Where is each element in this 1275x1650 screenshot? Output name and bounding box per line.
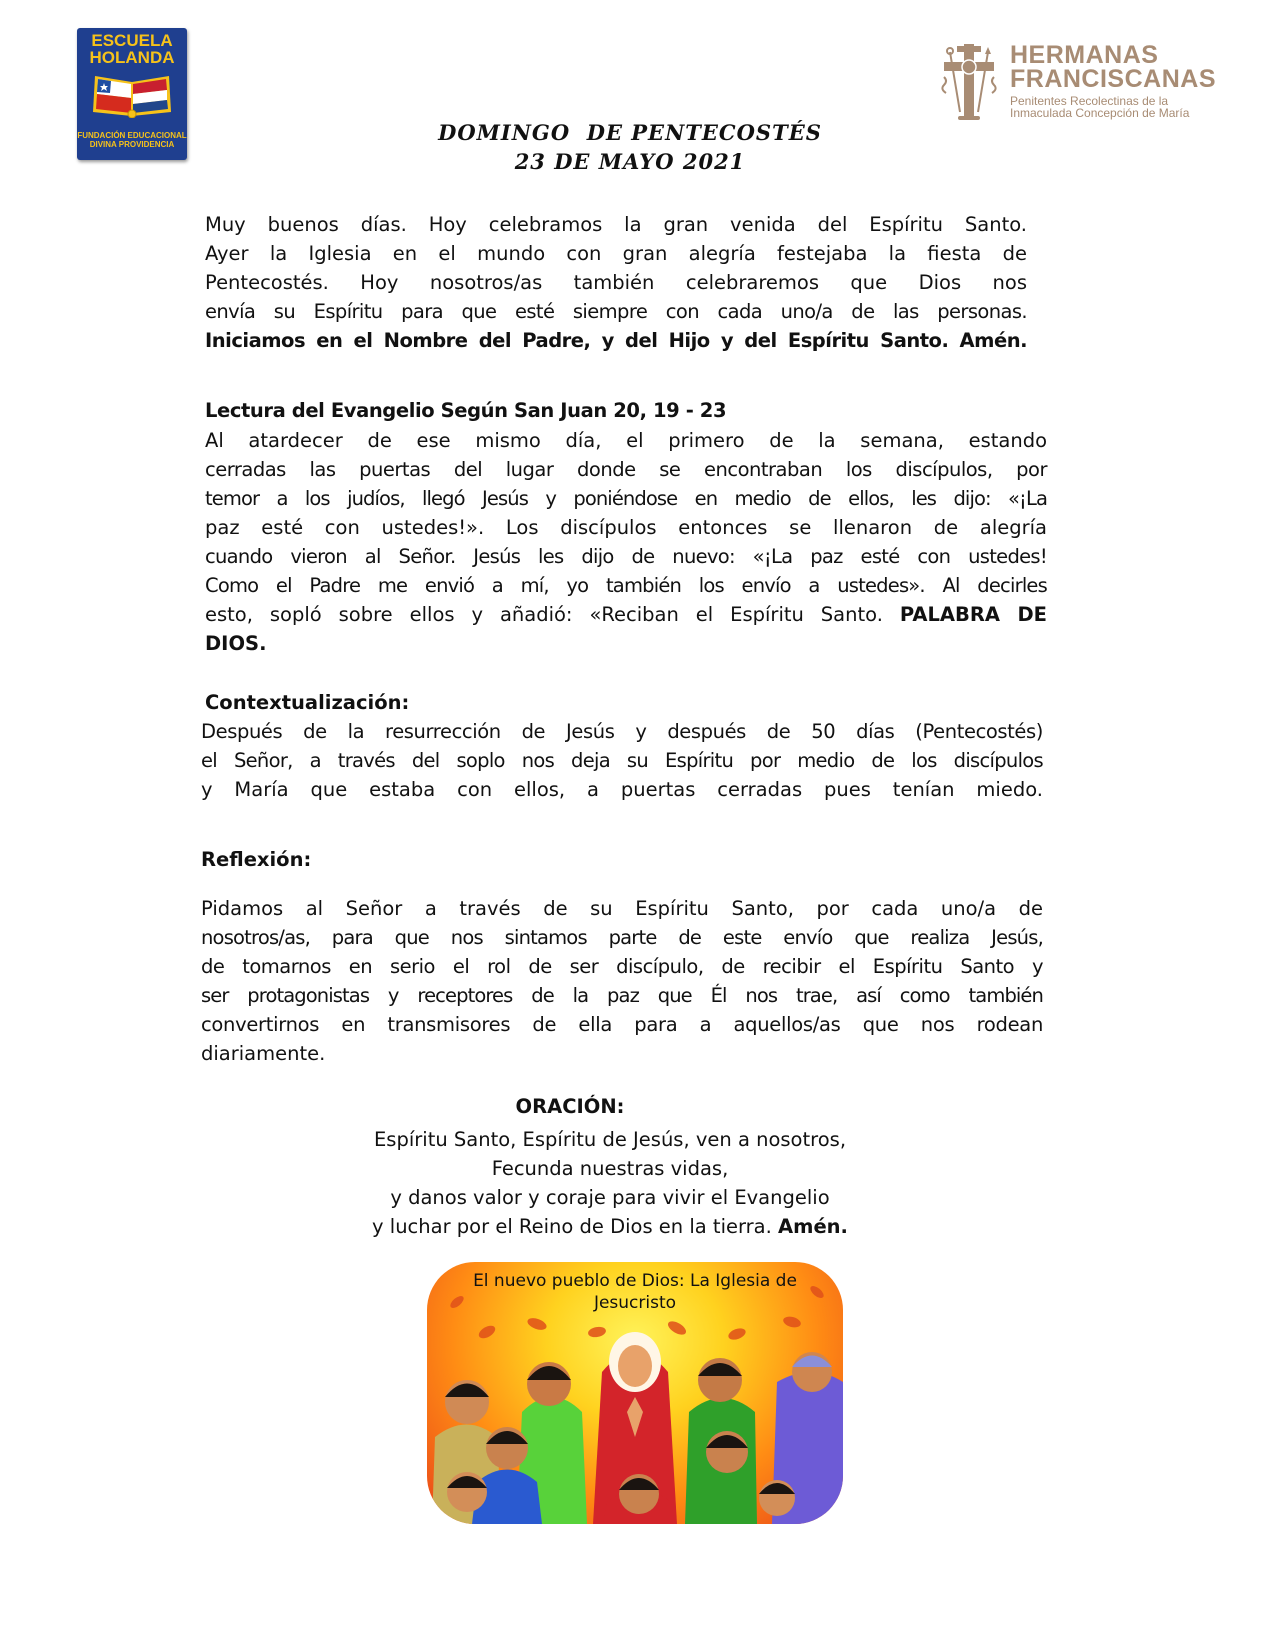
reflection-line: de tomarnos en serio el rol de ser discípulo, de recibir el Espíritu Santo y — [201, 955, 1043, 978]
intro-line: Muy buenos días. Hoy celebramos la gran venida del Espíritu Santo. — [205, 213, 1027, 236]
reflection-paragraph — [201, 894, 1043, 1068]
prayer-heading: ORACIÓN: — [515, 1095, 625, 1118]
logo-left-line2: HOLANDA — [89, 48, 175, 67]
gospel-heading: Lectura del Evangelio Según San Juan 20, 19 - 23 — [205, 399, 727, 422]
cross-icon — [940, 42, 998, 122]
context-line: y María que estaba con ellos, a puertas cerradas pues tenían miedo. — [201, 778, 1043, 801]
gospel-paragraph — [205, 426, 1047, 658]
pentecost-illustration — [427, 1262, 843, 1524]
gospel-line: cuando vieron al Señor. Jesús les dijo de nuevo: «¡La paz esté con ustedes! — [205, 545, 1047, 568]
gospel-line: Como el Padre me envió a mí, yo también los envío a ustedes». Al decirles — [205, 574, 1047, 597]
logo-left-footer1: FUNDACIÓN EDUCACIONAL — [77, 131, 187, 140]
prayer-line: Fecunda nuestras vidas, — [491, 1157, 729, 1180]
gospel-line: temor a los judíos, llegó Jesús y poniéndose en medio de ellos, les dijo: «¡La — [205, 487, 1047, 510]
gospel-closing-end: DIOS. — [205, 632, 267, 655]
reflection-heading: Reflexión: — [201, 848, 312, 871]
intro-line: Ayer la Iglesia en el mundo con gran alegría festejaba la fiesta de — [205, 242, 1027, 265]
escuela-holanda-logo — [77, 28, 187, 160]
context-paragraph — [201, 717, 1043, 804]
reflection-line: nosotros/as, para que nos sintamos parte de este envío que realiza Jesús, — [201, 926, 1043, 949]
context-heading: Contextualización: — [205, 691, 410, 714]
prayer-amen: Amén. — [778, 1215, 848, 1238]
gospel-line: esto, sopló sobre ellos y añadió: «Reciban el Espíritu Santo. — [205, 603, 883, 626]
gospel-line-last — [205, 600, 1047, 629]
gospel-closing: PALABRA DE — [899, 603, 1047, 626]
logo-left-line1: ESCUELA — [91, 31, 173, 50]
intro-paragraph — [205, 210, 1027, 355]
intro-line: Pentecostés. Hoy nosotros/as también celebraremos que Dios nos — [205, 271, 1027, 294]
intro-invocation: Iniciamos en el Nombre del Padre, y del Hijo y del Espíritu Santo. Amén. — [205, 329, 1027, 352]
page-date: 23 DE MAYO 2021 — [514, 149, 746, 174]
page-title: DOMINGO DE PENTECOSTÉS — [438, 120, 822, 145]
gospel-line: Al atardecer de ese mismo día, el primero de la semana, estando — [205, 429, 1047, 452]
prayer-line: y luchar por el Reino de Dios en la tierra. — [372, 1215, 772, 1238]
reflection-line: convertirnos en transmisores de ella para a aquellos/as que nos rodean — [201, 1013, 1043, 1036]
logo-right-line2: FRANCISCANAS — [1010, 65, 1216, 93]
illustration-caption: Jesucristo — [593, 1293, 677, 1313]
context-line: el Señor, a través del soplo nos deja su Espíritu por medio de los discípulos — [201, 749, 1043, 772]
context-line: Después de la resurrección de Jesús y después de 50 días (Pentecostés) — [201, 720, 1043, 743]
reflection-line: Pidamos al Señor a través de su Espíritu Santo, por cada uno/a de — [201, 897, 1043, 920]
logo-right-line1: HERMANAS — [1010, 41, 1159, 69]
reflection-line: diariamente. — [201, 1042, 326, 1065]
prayer-line: y danos valor y coraje para vivir el Evangelio — [390, 1186, 830, 1209]
gospel-line: cerradas las puertas del lugar donde se encontraban los discípulos, por — [205, 458, 1047, 481]
prayer-line: Espíritu Santo, Espíritu de Jesús, ven a nosotros, — [373, 1128, 847, 1151]
logo-right-sub2: Inmaculada Concepción de María — [1010, 106, 1190, 120]
logo-right-sub1: Penitentes Recolectinas de la — [1010, 94, 1169, 108]
reflection-line: ser protagonistas y receptores de la paz que Él nos trae, así como también — [201, 984, 1043, 1007]
open-book-flags-icon — [91, 74, 173, 118]
illustration-caption: El nuevo pueblo de Dios: La Iglesia de — [473, 1271, 797, 1291]
prayer-last-line — [300, 1212, 920, 1241]
gospel-line: paz esté con ustedes!». Los discípulos entonces se llenaron de alegría — [205, 516, 1047, 539]
hermanas-franciscanas-logo — [940, 42, 1220, 122]
intro-line: envía su Espíritu para que esté siempre con cada uno/a de las personas. — [205, 300, 1027, 323]
logo-left-footer2: DIVINA PROVIDENCIA — [89, 140, 175, 149]
